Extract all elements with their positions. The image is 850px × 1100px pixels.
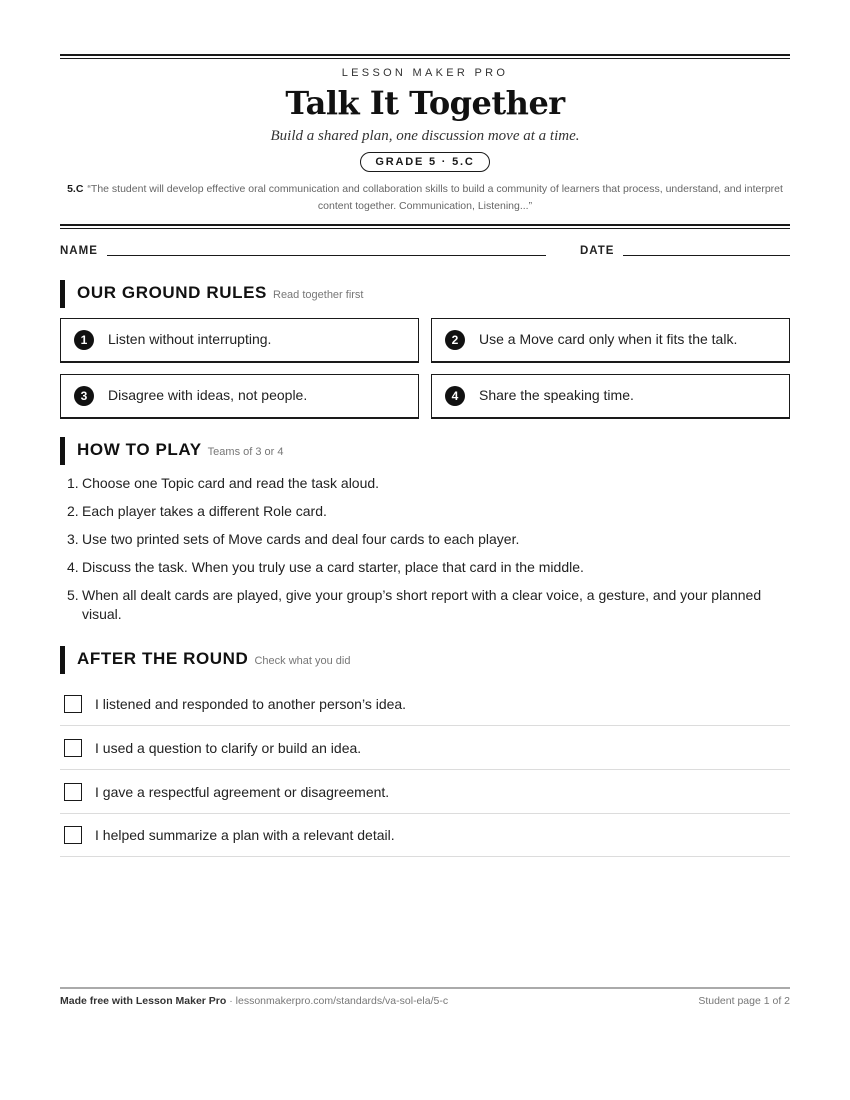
section-title: HOW TO PLAY [77, 440, 202, 459]
ground-rule-card [60, 374, 419, 419]
ground-rules-heading [60, 280, 790, 308]
checkbox[interactable] [64, 739, 82, 757]
step-text: Choose one Topic card and read the task aloud. [82, 475, 380, 491]
rule-number-badge: 1 [74, 330, 94, 350]
step-item [60, 530, 780, 549]
section-title: OUR GROUND RULES [77, 283, 267, 302]
step-text: Discuss the task. When you truly use a card starter, place that card in the middle. [82, 559, 584, 575]
rule-number-badge: 3 [74, 386, 94, 406]
rule-text: Listen without interrupting. [108, 331, 272, 347]
footer-credit [60, 995, 448, 1007]
step-text: Use two printed sets of Move cards and deal four cards to each player. [82, 531, 520, 547]
after-round-heading [60, 646, 790, 674]
date-line[interactable] [623, 255, 790, 256]
step-item [60, 586, 780, 624]
student-fields [60, 245, 790, 261]
header-bottom-rule [60, 224, 790, 229]
step-text: Each player takes a different Role card. [82, 503, 327, 519]
date-label: DATE [580, 245, 615, 257]
section-bar [60, 280, 65, 308]
step-number: 4. [67, 559, 79, 575]
section-note: Read together first [273, 289, 364, 301]
checkbox[interactable] [64, 826, 82, 844]
section-bar [60, 646, 65, 674]
checkbox[interactable] [64, 783, 82, 801]
page-title: Talk It Together [285, 84, 565, 122]
rule-number-badge: 4 [445, 386, 465, 406]
step-number: 2. [67, 503, 79, 519]
ground-rule-card [60, 318, 419, 363]
checklist-text: I used a question to clarify or build an idea. [95, 740, 362, 756]
how-to-play-steps [60, 474, 780, 633]
grade-badge-wrap [60, 152, 790, 172]
checklist-item [60, 682, 790, 726]
step-item [60, 474, 780, 493]
section-note: Teams of 3 or 4 [207, 446, 284, 458]
standard-code: 5.C [67, 183, 84, 195]
step-item [60, 558, 780, 577]
step-number: 3. [67, 531, 79, 547]
grade-badge: GRADE 5 · 5.C [360, 152, 489, 172]
rule-number-badge: 2 [445, 330, 465, 350]
step-number: 5. [67, 587, 79, 603]
ground-rule-card [431, 374, 790, 419]
section-title: AFTER THE ROUND [77, 649, 249, 668]
standard-text: “The student will develop effective oral communication and collaboration skills to build a community of learners that process, understand, and interpret content together. Communication, Listening...” [87, 183, 783, 212]
checkbox[interactable] [64, 695, 82, 713]
step-item [60, 502, 780, 521]
checklist-item [60, 726, 790, 770]
section-note: Check what you did [254, 655, 351, 667]
checklist-item [60, 770, 790, 814]
footer-page-label: Student page 1 of 2 [698, 995, 790, 1007]
page-subtitle: Build a shared plan, one discussion move at a time. [270, 128, 580, 144]
footer-url[interactable]: lessonmakerpro.com/standards/va-sol-ela/5-c [235, 995, 449, 1007]
checklist-text: I listened and responded to another person’s idea. [95, 696, 407, 712]
checklist-item [60, 813, 790, 857]
rule-text: Disagree with ideas, not people. [108, 387, 308, 403]
standard-statement [60, 181, 790, 215]
header-top-rule [60, 54, 790, 59]
name-line[interactable] [107, 255, 546, 256]
name-label: NAME [60, 245, 98, 257]
ground-rule-card [431, 318, 790, 363]
rule-text: Share the speaking time. [479, 387, 634, 403]
section-bar [60, 437, 65, 465]
footer-separator: · [226, 995, 236, 1007]
checklist-text: I helped summarize a plan with a relevant detail. [95, 827, 395, 843]
step-number: 1. [67, 475, 79, 491]
step-text: When all dealt cards are played, give your group’s short report with a clear voice, a gesture, and your planned visual. [82, 587, 762, 622]
worksheet-page [60, 0, 790, 1100]
footer-rule [60, 987, 790, 989]
footer-made-with: Made free with Lesson Maker Pro [60, 995, 227, 1007]
how-to-play-heading [60, 437, 790, 465]
brand-name: LESSON MAKER PRO [341, 67, 509, 79]
rule-text: Use a Move card only when it fits the talk. [479, 331, 738, 347]
checklist-text: I gave a respectful agreement or disagreement. [95, 784, 390, 800]
